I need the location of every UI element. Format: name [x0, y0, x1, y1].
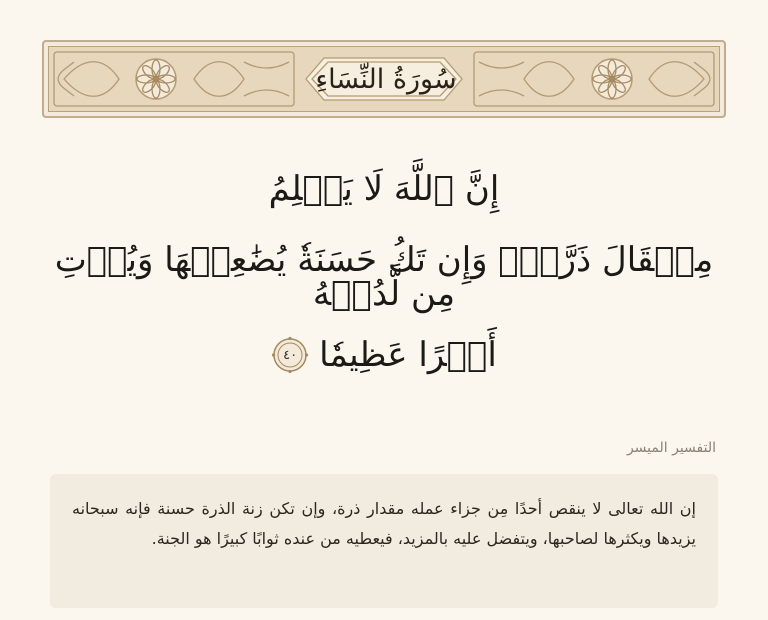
tafsir-title: التفسير الميسر	[626, 440, 716, 456]
rosette-icon	[592, 59, 632, 99]
verse-line: أَجۡرًا عَظِيمٗا	[319, 335, 497, 375]
verse-line-with-marker	[50, 336, 718, 374]
tafsir-box	[50, 474, 718, 608]
ayah-marker-icon	[271, 336, 309, 374]
surah-header-banner	[42, 40, 726, 118]
ayah-number: ٤٠	[283, 347, 298, 363]
surah-name: سُورَةُ النِّسَاءِ	[315, 63, 457, 95]
surah-name-plate	[312, 56, 460, 102]
verse-line: مِثۡقَالَ ذَرَّةٖۖ وَإِن تَكُ حَسَنَةٗ يُضَٰعِفۡهَا وَيُؤۡتِ مِن لَّدُنۡهُ	[54, 240, 714, 314]
rosette-icon	[136, 59, 176, 99]
verse-line: إِنَّ ٱللَّهَ لَا يَظۡلِمُ	[268, 169, 500, 209]
tafsir-text: إن الله تعالى لا ينقص أحدًا مِن جزاء عمله مقدار ذرة، وإن تكن زنة الذرة حسنة فإنه سبحانه يزيدها ويكثرها لصاحبها، ويتفضل عليه بالمزيد، فيعطيه من عنده ثوابًا كبيرًا هو الجنة.	[72, 499, 696, 548]
